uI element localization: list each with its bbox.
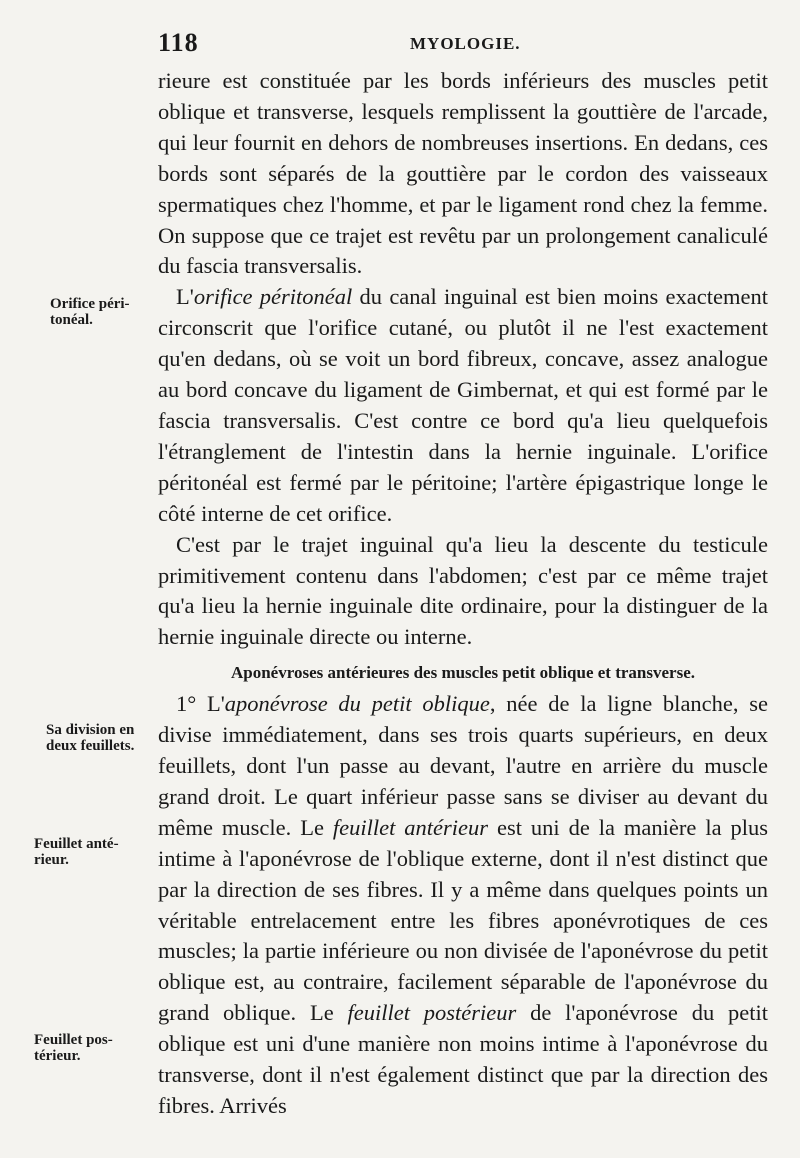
term-aponevrose-petit-oblique: aponévrose du petit oblique xyxy=(224,691,490,717)
body-text xyxy=(158,66,768,1122)
page-header xyxy=(158,28,768,58)
margin-note-orifice-peritoneal: Orifice péri- tonéal. xyxy=(50,296,130,328)
term-feuillet-anterieur: feuillet antérieur xyxy=(332,814,489,840)
section-subheading: Aponévroses antérieures des muscles petit oblique et transverse. xyxy=(231,663,695,683)
page-number: 118 xyxy=(158,28,199,57)
paragraph-3: C'est par le trajet inguinal qu'a lieu la descente du testicule primitivement contenu dans l'abdomen; c'est par ce même trajet qu'a lieu la hernie inguinale dite ordinaire, pour la distinguer de la hernie inguinale directe ou interne. xyxy=(158,531,768,650)
term-feuillet-posterieur: feuillet postérieur xyxy=(347,1000,517,1026)
paragraph-4: 1° L'aponévrose du petit oblique, née de la ligne blanche, se divise immédiatement, dans ses trois quarts supérieurs, en deux feuillets, dont l'un passe au devant, l'autre en arrière du muscle grand droit. Le quart inférieur passe sans se diviser au devant du même muscle. Le feuillet antérieur est uni de la manière la plus intime à l'aponévrose de l'oblique externe, dont il n'est distinct que par la direction de ses fibres. Il y a même dans quelques points un véritable entrelacement entre les fibres aponévrotiques de ces muscles; la partie inférieure ou non divisée de l'aponévrose du petit oblique est, au contraire, facilement séparable de l'aponévrose du grand oblique. Le feuillet postérieur de l'aponévrose du petit oblique est uni d'une manière non moins intime à l'aponévrose du transverse, dont il n'est également distinct que par la direction des fibres. Arrivés xyxy=(158,691,769,1118)
running-title: MYOLOGIE. xyxy=(410,34,521,53)
paragraph-2: L'orifice péritonéal du canal inguinal est bien moins exactement circonscrit que l'orifice cutané, ou plutôt il ne l'est exactement qu'en dedans, où se voit un bord fibreux, concave, assez analogue au bord concave du ligament de Gimbernat, et qui est formé par le fascia transversalis. C'est contre ce bord qu'a lieu quelquefois l'étranglement de l'intestin dans la hernie inguinale. L'orifice péritonéal est fermé par le péritoine; l'artère épigastrique longe le côté interne de cet orifice. xyxy=(158,284,768,526)
margin-note-feuillet-posterieur: Feuillet pos- térieur. xyxy=(34,1032,113,1064)
paragraph-1: rieure est constituée par les bords inférieurs des muscles petit oblique et transverse, lesquels remplissent la gouttière de l'arcade, qui leur fournit en dehors de nombreuses insertions. En dedans, ces bords sont séparés de la gouttière par le cordon des vaisseaux spermatiques chez l'homme, et par le ligament rond chez la femme. On suppose que ce trajet est revêtu par un prolongement canaliculé du fascia transversalis. xyxy=(158,68,768,279)
margin-note-division: Sa division en deux feuillets. xyxy=(46,722,135,754)
term-orifice-peritoneal: orifice péritonéal xyxy=(193,284,353,310)
margin-note-feuillet-anterieur: Feuillet anté- rieur. xyxy=(34,836,119,868)
